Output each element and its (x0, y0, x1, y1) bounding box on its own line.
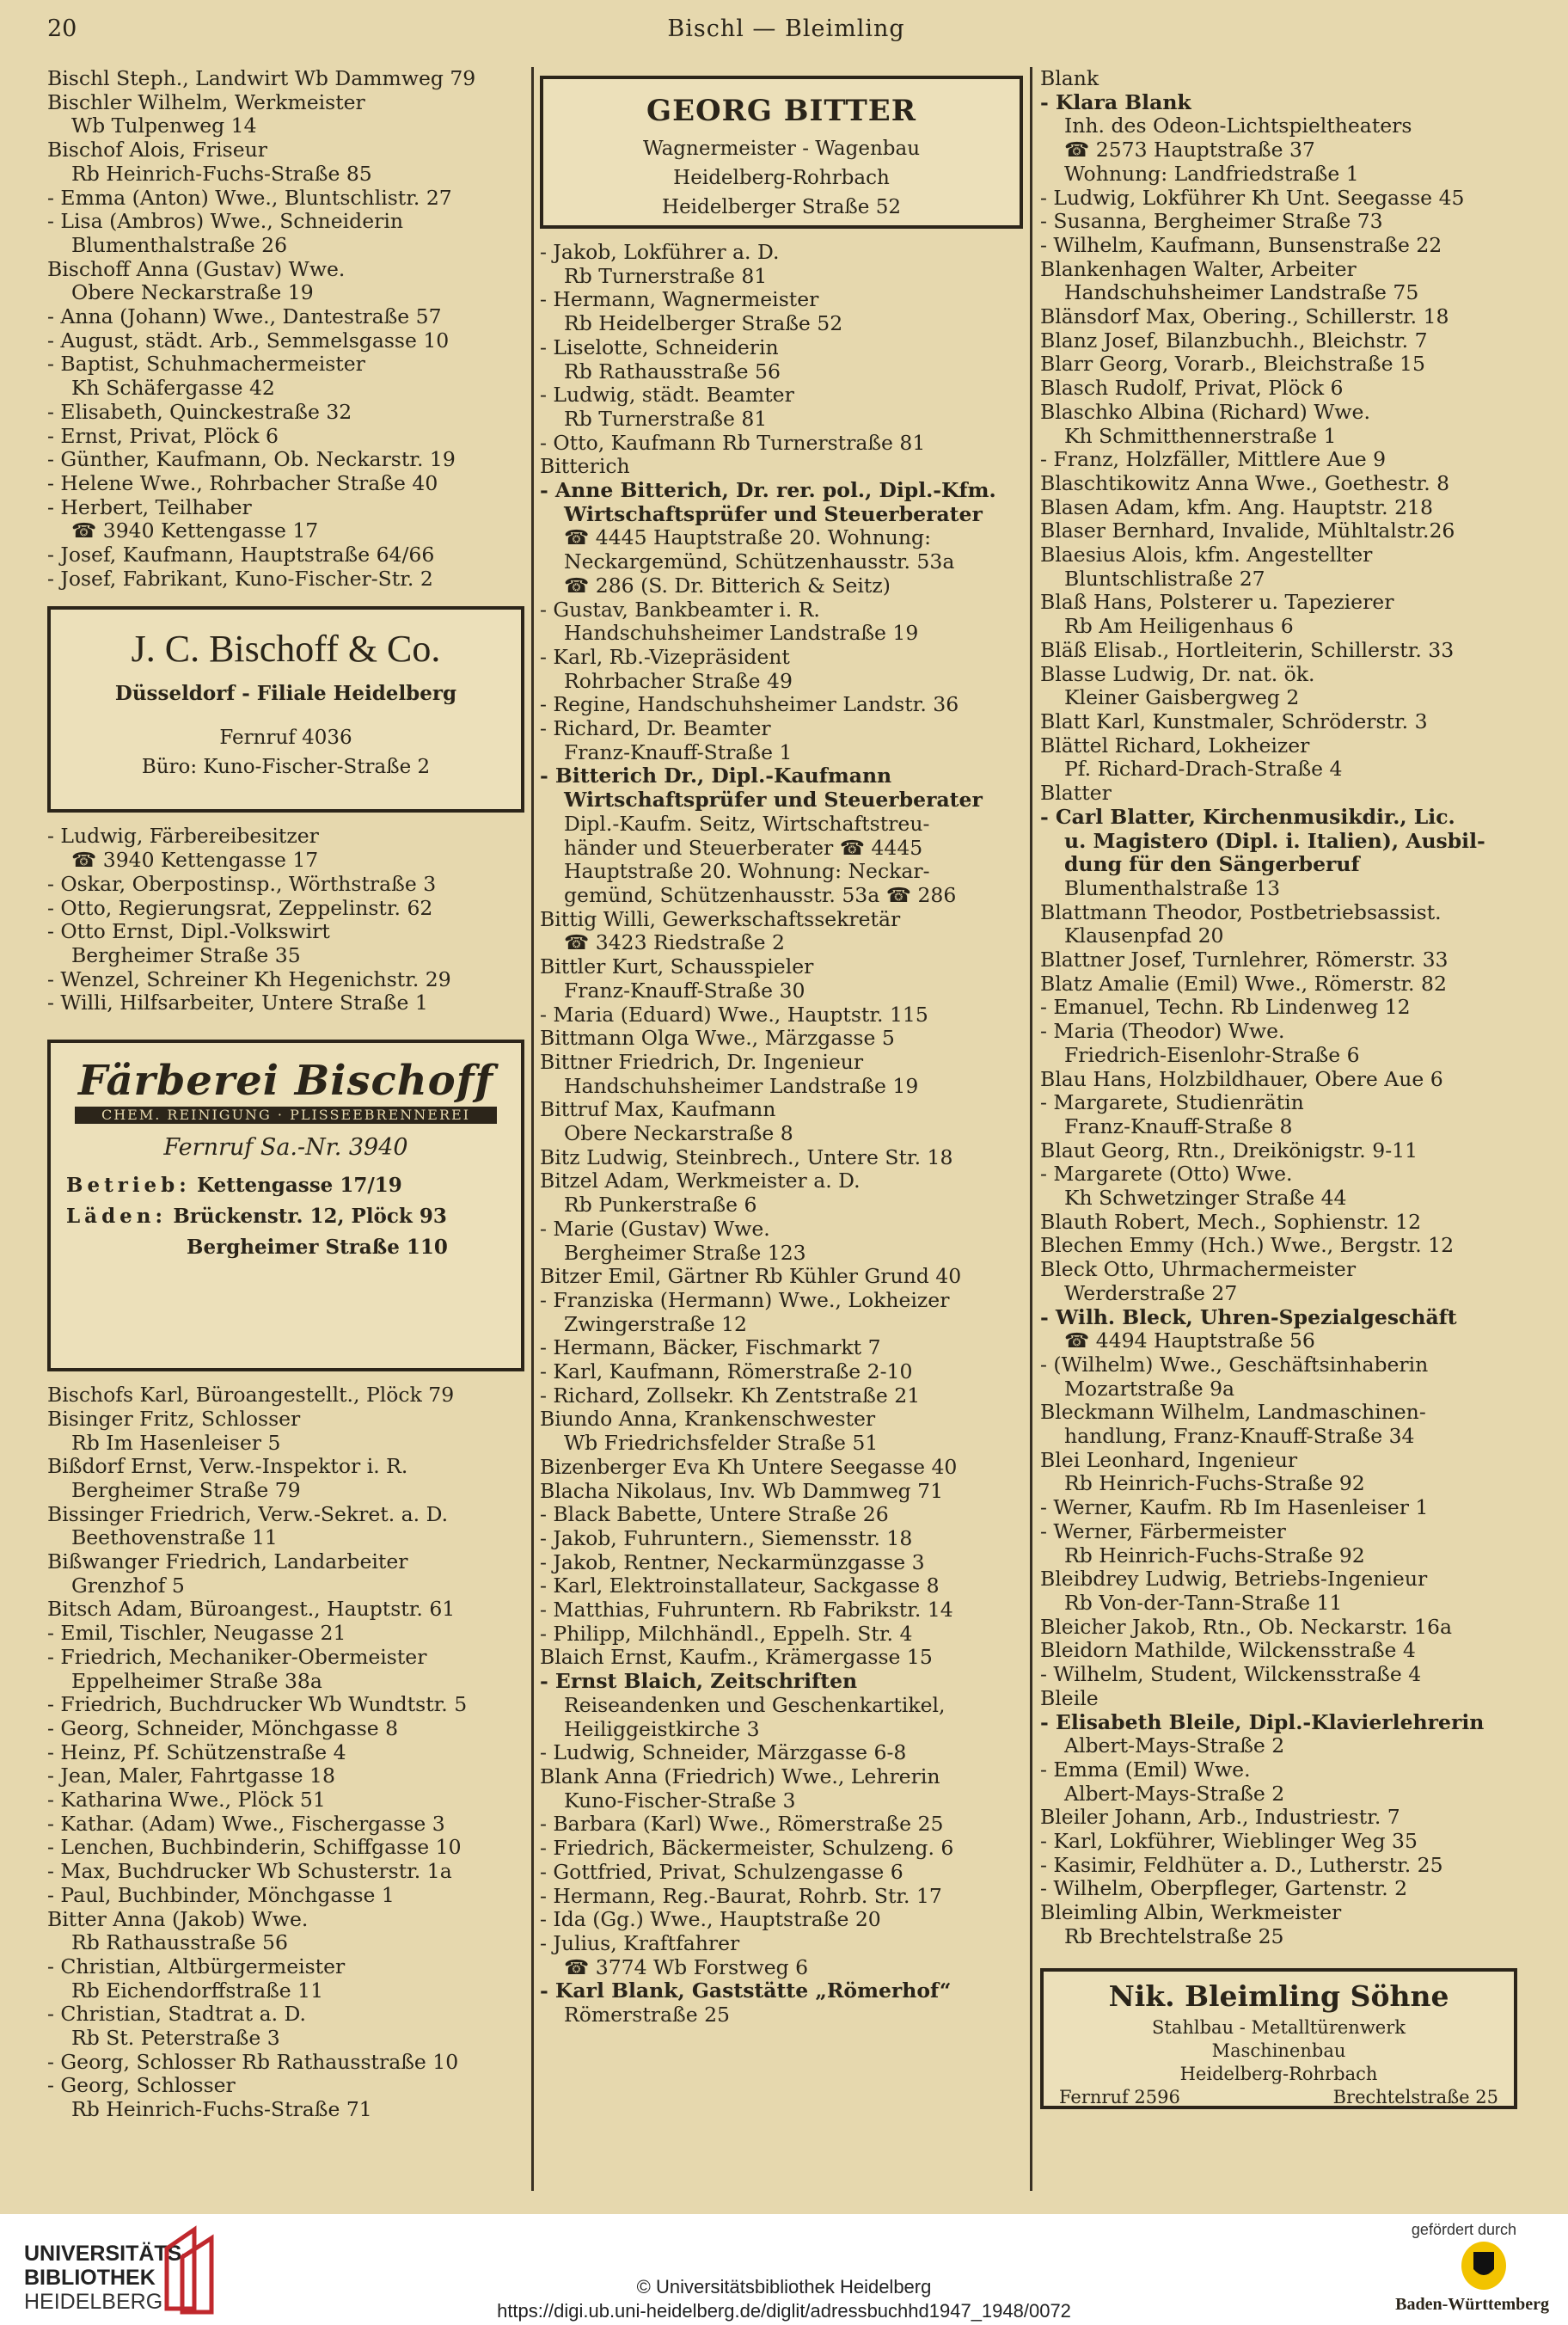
directory-entry: Dipl.-Kaufm. Seitz, Wirtschaftstreu- (564, 812, 930, 836)
column-3 (1040, 67, 1517, 2121)
directory-entry: - Otto, Kaufmann Rb Turnerstraße 81 (540, 431, 926, 455)
directory-entry: Bleibdrey Ludwig, Betriebs-Ingenieur (1040, 1567, 1428, 1592)
footer (0, 2214, 1568, 2325)
directory-entry: - Ludwig, Schneider, Märzgasse 6-8 (540, 1741, 907, 1765)
directory-entry: Rb Heinrich-Fuchs-Straße 92 (1064, 1543, 1365, 1567)
ad-label: Betrieb: (66, 1174, 191, 1198)
directory-entry: Blattner Josef, Turnlehrer, Römerstr. 33 (1040, 948, 1449, 972)
directory-entry: Blarr Georg, Vorarb., Bleichstraße 15 (1040, 353, 1425, 377)
directory-entry: Bleicher Jakob, Rtn., Ob. Neckarstr. 16a (1040, 1615, 1452, 1639)
directory-entry: Bleiler Johann, Arb., Industriestr. 7 (1040, 1806, 1400, 1830)
directory-entry: Handschuhsheimer Landstraße 19 (564, 622, 919, 646)
ad-phone: Fernruf Sa.-Nr. 3940 (163, 1134, 408, 1162)
directory-entry: - Ludwig, städt. Beamter (540, 383, 794, 408)
directory-entry: - Karl, Kaufmann, Römerstraße 2-10 (540, 1360, 913, 1384)
funded-by: gefördert durch (1411, 2221, 1516, 2238)
directory-entry: Eppelheimer Straße 38a (71, 1669, 322, 1693)
directory-entry: Hauptstraße 20. Wohnung: Neckar- (564, 860, 930, 884)
directory-entry: - Regine, Handschuhsheimer Landstr. 36 (540, 693, 959, 717)
directory-entry: - Franz, Holzfäller, Mittlere Aue 9 (1040, 448, 1387, 472)
directory-entry: - Helene Wwe., Rohrbacher Straße 40 (47, 471, 438, 495)
directory-entry: Bittig Willi, Gewerkschaftssekretär (540, 907, 901, 931)
directory-entry: Reiseandenken und Geschenkartikel, (564, 1693, 946, 1717)
ad-georg-bitter (540, 76, 1023, 229)
directory-entry: - Jakob, Lokführer a. D. (540, 241, 780, 264)
directory-entry: ☎ 2573 Hauptstraße 37 (1064, 138, 1315, 163)
directory-entry: - Ernst Blaich, Zeitschriften (540, 1670, 858, 1694)
directory-entry: Bißwanger Friedrich, Landarbeiter (47, 1550, 408, 1574)
directory-entry: Franz-Knauff-Straße 1 (564, 740, 793, 764)
directory-entry: - Paul, Buchbinder, Mönchgasse 1 (47, 1883, 395, 1907)
directory-entry: Bitzer Emil, Gärtner Rb Kühler Grund 40 (540, 1265, 962, 1289)
state-name: Baden-Württemberg (1395, 2295, 1549, 2314)
directory-entry: Blatter (1040, 782, 1112, 806)
directory-entry: - Christian, Stadtrat a. D. (47, 2003, 307, 2027)
directory-entry: Rb Brechtelstraße 25 (1064, 1924, 1284, 1948)
directory-entry: Bleck Otto, Uhrmachermeister (1040, 1258, 1357, 1282)
ad-phone: Fernruf 4036 (219, 727, 352, 750)
directory-entry: Blasse Ludwig, Dr. nat. ök. (1040, 662, 1315, 686)
directory-entry: Blänsdorf Max, Obering., Schillerstr. 18 (1040, 305, 1449, 329)
directory-entry: Bleidorn Mathilde, Wilckensstraße 4 (1040, 1639, 1416, 1663)
directory-entry: - Friedrich, Bäckermeister, Schulzeng. 6 (540, 1837, 954, 1861)
directory-entry: - Jean, Maler, Fahrtgasse 18 (47, 1764, 335, 1788)
directory-entry: - Oskar, Oberpostinsp., Wörthstraße 3 (47, 872, 437, 896)
directory-entry: Blankenhagen Walter, Arbeiter (1040, 257, 1357, 281)
directory-entry: Bizenberger Eva Kh Untere Seegasse 40 (540, 1455, 958, 1479)
directory-entry: Bluntschlistraße 27 (1064, 567, 1265, 591)
source-url[interactable]: https://digi.ub.uni-heidelberg.de/diglit/adressbuchhd1947_1948/0072 (497, 2300, 1071, 2322)
directory-entry: Bleimling Albin, Werkmeister (1040, 1901, 1342, 1925)
directory-entry: Rb Am Heiligenhaus 6 (1064, 615, 1294, 639)
directory-entry: Bittruf Max, Kaufmann (540, 1098, 776, 1122)
directory-entry: Franz-Knauff-Straße 30 (564, 978, 805, 1003)
ad-street: Brechtelstraße 25 (1332, 2086, 1498, 2107)
directory-entry: Wirtschaftsprüfer und Steuerberater (564, 788, 983, 813)
directory-entry: Kh Schmitthennerstraße 1 (1064, 424, 1337, 448)
directory-entry: dung für den Sängerberuf (1064, 853, 1360, 877)
ad-company-name: GEORG BITTER (646, 94, 916, 128)
directory-entry: Bitz Ludwig, Steinbrech., Untere Str. 18 (540, 1145, 953, 1169)
directory-entry: - Lisa (Ambros) Wwe., Schneiderin (47, 210, 403, 234)
directory-entry: Neckargemünd, Schützenhausstr. 53a (564, 550, 955, 574)
directory-entry: händer und Steuerberater ☎ 4445 (564, 836, 923, 860)
directory-entry: - Ernst, Privat, Plöck 6 (47, 424, 279, 448)
entry-list (1040, 67, 1517, 1949)
directory-entry: - Wilh. Bleck, Uhren-Spezialgeschäft (1040, 1305, 1457, 1329)
directory-entry: Blanz Josef, Bilanzbuchh., Bleichstr. 7 (1040, 328, 1428, 353)
directory-entry: Bleile (1040, 1686, 1099, 1710)
directory-entry: Bißdorf Ernst, Verw.-Inspektor i. R. (47, 1455, 408, 1479)
entry-list (47, 1383, 524, 2122)
ad-address: Brückenstr. 12, Plöck 93 (173, 1205, 447, 1229)
directory-entry: ☎ 3774 Wb Forstweg 6 (564, 1955, 809, 1979)
directory-entry: Kh Schäfergasse 42 (71, 377, 275, 401)
directory-entry: Blaschko Albina (Richard) Wwe. (1040, 400, 1370, 424)
directory-entry: Rb Turnerstraße 81 (564, 407, 768, 431)
directory-entry: Pf. Richard-Drach-Straße 4 (1064, 758, 1343, 782)
directory-entry: - Wilhelm, Student, Wilckensstraße 4 (1040, 1663, 1422, 1687)
directory-entry: - Werner, Färbermeister (1040, 1519, 1286, 1543)
directory-entry: Rb Rathausstraße 56 (564, 359, 781, 383)
directory-entry: Bischofs Karl, Büroangestellt., Plöck 79 (47, 1383, 455, 1408)
directory-entry: - Ida (Gg.) Wwe., Hauptstraße 20 (540, 1908, 881, 1932)
directory-entry: Rb Heinrich-Fuchs-Straße 71 (71, 2098, 372, 2122)
directory-entry: Obere Neckarstraße 8 (564, 1122, 793, 1146)
directory-entry: Inh. des Odeon-Lichtspieltheaters (1064, 114, 1412, 138)
directory-entry: Blacha Nikolaus, Inv. Wb Dammweg 71 (540, 1479, 944, 1503)
ad-office: Büro: Kuno-Fischer-Straße 2 (141, 756, 431, 779)
directory-entry: Franz-Knauff-Straße 8 (1064, 1114, 1293, 1138)
directory-entry: - Günther, Kaufmann, Ob. Neckarstr. 19 (47, 448, 456, 472)
directory-entry: - Wenzel, Schreiner Kh Hegenichstr. 29 (47, 967, 451, 991)
directory-entry: Blaut Georg, Rtn., Dreikönigstr. 9-11 (1040, 1138, 1418, 1162)
directory-entry: Blumenthalstraße 26 (71, 233, 288, 257)
directory-entry: Werderstraße 27 (1064, 1281, 1238, 1305)
directory-entry: Blauth Robert, Mech., Sophienstr. 12 (1040, 1210, 1422, 1234)
directory-entry: - Karl Blank, Gaststätte „Römerhof“ (540, 1979, 952, 2003)
directory-entry: Albert-Mays-Straße 2 (1064, 1782, 1285, 1806)
ad-company-name: Nik. Bleimling Söhne (1108, 1978, 1449, 2013)
directory-entry: gemünd, Schützenhausstr. 53a ☎ 286 (564, 883, 957, 907)
directory-entry: Blattmann Theodor, Postbetriebsassist. (1040, 900, 1442, 924)
ad-company-name: J. C. Bischoff & Co. (131, 628, 441, 671)
directory-entry: Rb Heinrich-Fuchs-Straße 92 (1064, 1472, 1365, 1496)
ad-line: Heidelberg-Rohrbach (673, 167, 890, 189)
directory-entry: - Elisabeth, Quinckestraße 32 (47, 400, 352, 424)
directory-entry: handlung, Franz-Knauff-Straße 34 (1064, 1425, 1415, 1449)
column-1 (47, 67, 524, 2122)
directory-entry: Rb Eichendorffstraße 11 (71, 1978, 324, 2003)
directory-entry: - Werner, Kaufm. Rb Im Hasenleiser 1 (1040, 1496, 1429, 1520)
directory-entry: Blau Hans, Holzbildhauer, Obere Aue 6 (1040, 1067, 1443, 1091)
directory-entry: - Willi, Hilfsarbeiter, Untere Straße 1 (47, 991, 428, 1015)
directory-entry: u. Magistero (Dipl. i. Italien), Ausbil- (1064, 829, 1485, 853)
directory-entry: - Georg, Schneider, Mönchgasse 8 (47, 1716, 399, 1740)
directory-entry: - Baptist, Schuhmachermeister (47, 353, 365, 377)
directory-entry: Rb Turnerstraße 81 (564, 264, 768, 288)
directory-entry: Blaich Ernst, Kaufm., Krämergasse 15 (540, 1646, 933, 1670)
library-name: BIBLIOTHEK (24, 2266, 156, 2290)
directory-entry: Kleiner Gaisbergweg 2 (1064, 686, 1300, 710)
directory-entry: Rohrbacher Straße 49 (564, 669, 793, 693)
directory-entry: Bischl Steph., Landwirt Wb Dammweg 79 (47, 67, 476, 90)
directory-entry: Bitter Anna (Jakob) Wwe. (47, 1907, 309, 1931)
directory-entry: Rb Im Hasenleiser 5 (71, 1431, 281, 1455)
page-header (47, 15, 1525, 50)
directory-entry: - Lenchen, Buchbinderin, Schiffgasse 10 (47, 1836, 462, 1860)
directory-entry: - Klara Blank (1040, 90, 1191, 114)
directory-entry: - Carl Blatter, Kirchenmusikdir., Lic. (1040, 805, 1455, 829)
directory-entry: - Friedrich, Mechaniker-Obermeister (47, 1645, 427, 1669)
ad-bischoff-co (47, 606, 524, 813)
directory-entry: Blättel Richard, Lokheizer (1040, 733, 1310, 758)
directory-entry: - Susanna, Bergheimer Straße 73 (1040, 210, 1383, 234)
directory-entry: Bisinger Fritz, Schlosser (47, 1407, 301, 1431)
directory-entry: - Matthias, Fuhruntern. Rb Fabrikstr. 14 (540, 1598, 953, 1623)
directory-entry: - Karl, Rb.-Vizepräsident (540, 645, 790, 669)
directory-entry: - Liselotte, Schneiderin (540, 335, 779, 359)
directory-entry: Blechen Emmy (Hch.) Wwe., Bergstr. 12 (1040, 1234, 1455, 1258)
directory-entry: - Otto, Regierungsrat, Zeppelinstr. 62 (47, 896, 433, 920)
directory-entry: - Georg, Schlosser (47, 2074, 236, 2098)
directory-entry: ☎ 3940 Kettengasse 17 (71, 519, 319, 543)
directory-entry: Klausenpfad 20 (1064, 924, 1224, 948)
directory-entry: - Karl, Elektroinstallateur, Sackgasse 8 (540, 1574, 940, 1598)
directory-entry: - Max, Buchdrucker Wb Schusterstr. 1a (47, 1860, 452, 1884)
ad-subtitle: Düsseldorf - Filiale Heidelberg (114, 682, 457, 706)
directory-entry: Bittmann Olga Wwe., Märzgasse 5 (540, 1027, 895, 1051)
directory-entry: - Jakob, Rentner, Neckarmünzgasse 3 (540, 1550, 925, 1574)
directory-entry: Rb Rathausstraße 56 (71, 1931, 288, 1955)
directory-entry: - Christian, Altbürgermeister (47, 1954, 346, 1978)
directory-entry: - Kasimir, Feldhüter a. D., Lutherstr. 25 (1040, 1853, 1443, 1877)
directory-entry: Bitterich (540, 455, 630, 479)
directory-entry: Bergheimer Straße 79 (71, 1478, 301, 1502)
ad-company-name: Färberei Bischoff (78, 1057, 493, 1106)
directory-entry: Blaser Bernhard, Invalide, Mühltalstr.26 (1040, 519, 1455, 543)
directory-entry: Bissinger Friedrich, Verw.-Sekret. a. D. (47, 1502, 449, 1526)
directory-entry: Rb Heidelberger Straße 52 (564, 312, 843, 336)
directory-entry: - Wilhelm, Oberpfleger, Gartenstr. 2 (1040, 1877, 1408, 1901)
directory-entry: - Friedrich, Buchdrucker Wb Wundtstr. 5 (47, 1693, 468, 1717)
directory-entry: Handschuhsheimer Landstraße 75 (1064, 281, 1419, 305)
directory-entry: Bitsch Adam, Büroangest., Hauptstr. 61 (47, 1598, 456, 1622)
entry-list (47, 67, 524, 591)
directory-entry: Friedrich-Eisenlohr-Straße 6 (1064, 1043, 1360, 1067)
directory-entry: - Margarete, Studienrätin (1040, 1091, 1304, 1115)
directory-entry: - Josef, Fabrikant, Kuno-Fischer-Str. 2 (47, 567, 433, 591)
ad-line: Heidelberg-Rohrbach (1179, 2063, 1378, 2084)
column-divider-2 (1030, 67, 1032, 2191)
directory-entry: Biundo Anna, Krankenschwester (540, 1408, 876, 1432)
directory-entry: - Hermann, Bäcker, Fischmarkt 7 (540, 1336, 881, 1360)
library-name: UNIVERSITÄTS- (24, 2242, 189, 2266)
directory-entry: - Marie (Gustav) Wwe. (540, 1217, 770, 1241)
directory-entry: Blatt Karl, Kunstmaler, Schröderstr. 3 (1040, 709, 1428, 733)
directory-entry: - Heinz, Pf. Schützenstraße 4 (47, 1740, 346, 1764)
directory-entry: Bischler Wilhelm, Werkmeister (47, 90, 365, 114)
directory-entry: - Julius, Kraftfahrer (540, 1931, 740, 1955)
ad-line: Heidelberger Straße 52 (662, 196, 901, 218)
directory-entry: Heiliggeistkirche 3 (564, 1717, 760, 1741)
directory-entry: Bitzel Adam, Werkmeister a. D. (540, 1169, 861, 1193)
directory-entry: Bleckmann Wilhelm, Landmaschinen- (1040, 1401, 1426, 1425)
directory-entry: - Emil, Tischler, Neugasse 21 (47, 1622, 346, 1646)
directory-entry: - Franziska (Hermann) Wwe., Lokheizer (540, 1288, 950, 1312)
directory-entry: Wb Tulpenweg 14 (71, 114, 257, 138)
directory-entry: Bergheimer Straße 35 (71, 943, 301, 967)
column-divider-1 (531, 67, 534, 2191)
directory-entry: ☎ 3940 Kettengasse 17 (71, 849, 319, 873)
directory-entry: - Anna (Johann) Wwe., Dantestraße 57 (47, 305, 442, 329)
directory-entry: Rb Von-der-Tann-Straße 11 (1064, 1592, 1343, 1615)
directory-entry: Kh Schwetzinger Straße 44 (1064, 1187, 1347, 1211)
ad-faerberei-bischoff (47, 1040, 524, 1371)
directory-entry: ☎ 4445 Hauptstraße 20. Wohnung: (564, 526, 932, 550)
directory-entry: - Maria (Theodor) Wwe. (1040, 1020, 1285, 1044)
directory-entry: - Katharina Wwe., Plöck 51 (47, 1788, 326, 1813)
directory-entry: - Josef, Kaufmann, Hauptstraße 64/66 (47, 543, 435, 567)
directory-entry: - Richard, Zollsekr. Kh Zentstraße 21 (540, 1383, 921, 1408)
directory-entry: Wohnung: Landfriedstraße 1 (1064, 162, 1359, 186)
directory-entry: Blaschtikowitz Anna Wwe., Goethestr. 8 (1040, 471, 1450, 495)
directory-entry: Bischoff Anna (Gustav) Wwe. (47, 257, 346, 281)
directory-entry: - Otto Ernst, Dipl.-Volkswirt (47, 920, 330, 944)
ad-line: Wagnermeister - Wagenbau (642, 138, 921, 160)
directory-entry: - August, städt. Arb., Semmelsgasse 10 (47, 328, 450, 353)
directory-entry: - Elisabeth Bleile, Dipl.-Klavierlehrerin (1040, 1710, 1485, 1734)
directory-entry: Rb Punkerstraße 6 (564, 1193, 757, 1218)
directory-entry: ☎ 3423 Riedstraße 2 (564, 931, 785, 955)
directory-entry: Mozartstraße 9a (1064, 1377, 1235, 1401)
directory-entry: - Gustav, Bankbeamter i. R. (540, 598, 820, 622)
library-city: HEIDELBERG (24, 2290, 163, 2314)
directory-entry: - Herbert, Teilhaber (47, 495, 252, 519)
directory-entry: Rb Heinrich-Fuchs-Straße 85 (71, 162, 372, 186)
directory-entry: - Hermann, Reg.-Baurat, Rohrb. Str. 17 (540, 1884, 942, 1908)
ad-label: Läden: (66, 1205, 168, 1229)
directory-entry: Albert-Mays-Straße 2 (1064, 1734, 1285, 1758)
directory-entry: ☎ 4494 Hauptstraße 56 (1064, 1329, 1315, 1353)
directory-entry: Blaß Hans, Polsterer u. Tapezierer (1040, 591, 1394, 615)
page-title: Bischl — Bleimling (667, 15, 905, 42)
directory-entry: Bergheimer Straße 123 (564, 1241, 806, 1265)
directory-entry: Zwingerstraße 12 (564, 1312, 748, 1336)
directory-entry: - (Wilhelm) Wwe., Geschäftsinhaberin (1040, 1353, 1429, 1377)
directory-entry: Handschuhsheimer Landstraße 19 (564, 1074, 919, 1098)
column-2 (540, 67, 1023, 2027)
directory-entry: - Karl, Lokführer, Wieblinger Weg 35 (1040, 1830, 1418, 1854)
directory-entry: - Margarete (Otto) Wwe. (1040, 1162, 1293, 1187)
directory-entry: - Barbara (Karl) Wwe., Römerstraße 25 (540, 1813, 944, 1837)
directory-entry: - Jakob, Fuhruntern., Siemensstr. 18 (540, 1526, 913, 1550)
directory-entry: - Anne Bitterich, Dr. rer. pol., Dipl.-Kfm. (540, 479, 996, 503)
directory-entry: - Bitterich Dr., Dipl.-Kaufmann (540, 764, 892, 788)
directory-entry: - Wilhelm, Kaufmann, Bunsenstraße 22 (1040, 233, 1442, 257)
ad-phone: Fernruf 2596 (1059, 2086, 1180, 2107)
directory-entry: Kuno-Fischer-Straße 3 (564, 1788, 796, 1813)
directory-entry: - Philipp, Milchhändl., Eppelh. Str. 4 (540, 1622, 913, 1646)
directory-entry: - Maria (Eduard) Wwe., Hauptstr. 115 (540, 1003, 928, 1027)
entry-list (47, 825, 524, 1015)
directory-entry: Rb St. Peterstraße 3 (71, 2027, 280, 2051)
ad-address: Kettengasse 17/19 (197, 1174, 402, 1198)
ad-line: Stahlbau - Metalltürenwerk (1152, 2016, 1406, 2038)
directory-entry: - Black Babette, Untere Straße 26 (540, 1503, 889, 1527)
directory-entry: - Emma (Emil) Wwe. (1040, 1758, 1251, 1782)
directory-entry: - Gottfried, Privat, Schulzengasse 6 (540, 1860, 903, 1884)
directory-entry: - Richard, Dr. Beamter (540, 717, 771, 741)
directory-entry: Blaesius Alois, kfm. Angestellter (1040, 543, 1373, 567)
directory-entry: Beethovenstraße 11 (71, 1526, 278, 1550)
directory-entry: Blumenthalstraße 13 (1064, 876, 1281, 900)
directory-entry: Blasen Adam, kfm. Ang. Hauptstr. 218 (1040, 495, 1433, 519)
directory-entry: ☎ 286 (S. Dr. Bitterich & Seitz) (564, 574, 891, 598)
directory-entry: - Hermann, Wagnermeister (540, 288, 819, 312)
copyright: © Universitätsbibliothek Heidelberg (636, 2276, 932, 2297)
directory-entry: Blatz Amalie (Emil) Wwe., Römerstr. 82 (1040, 972, 1447, 996)
directory-entry: Bittler Kurt, Schausspieler (540, 955, 814, 979)
ad-bleimling (1040, 1968, 1517, 2109)
directory-entry: Blank Anna (Friedrich) Wwe., Lehrerin (540, 1765, 940, 1788)
ad-banner: CHEM. REINIGUNG · PLISSEEBRENNEREI (75, 1107, 497, 1124)
directory-entry: Blank (1040, 67, 1099, 90)
directory-entry: - Kathar. (Adam) Wwe., Fischergasse 3 (47, 1812, 445, 1836)
directory-entry: - Emma (Anton) Wwe., Bluntschlistr. 27 (47, 186, 452, 210)
directory-entry: - Emanuel, Techn. Rb Lindenweg 12 (1040, 996, 1411, 1020)
directory-entry: Bläß Elisab., Hortleiterin, Schillerstr. 33 (1040, 638, 1455, 662)
directory-entry: - Ludwig, Färbereibesitzer (47, 825, 319, 849)
directory-entry: Blasch Rudolf, Privat, Plöck 6 (1040, 377, 1344, 401)
directory-entry: Blei Leonhard, Ingenieur (1040, 1448, 1298, 1472)
ad-address: Bergheimer Straße 110 (187, 1236, 448, 1260)
page-number: 20 (47, 15, 77, 42)
ad-line: Maschinenbau (1211, 2040, 1346, 2061)
directory-entry: Bischof Alois, Friseur (47, 138, 267, 163)
directory-entry: Römerstraße 25 (564, 2003, 730, 2027)
directory-entry: Grenzhof 5 (71, 1574, 185, 1598)
directory-entry: - Georg, Schlosser Rb Rathausstraße 10 (47, 2050, 459, 2074)
directory-entry: Wb Friedrichsfelder Straße 51 (564, 1432, 879, 1456)
directory-entry: Obere Neckarstraße 19 (71, 281, 314, 305)
directory-entry: Bittner Friedrich, Dr. Ingenieur (540, 1050, 864, 1074)
entry-list (540, 241, 1023, 2027)
directory-entry: - Ludwig, Lokführer Kh Unt. Seegasse 45 (1040, 186, 1465, 210)
directory-entry: Wirtschaftsprüfer und Steuerberater (564, 502, 983, 526)
